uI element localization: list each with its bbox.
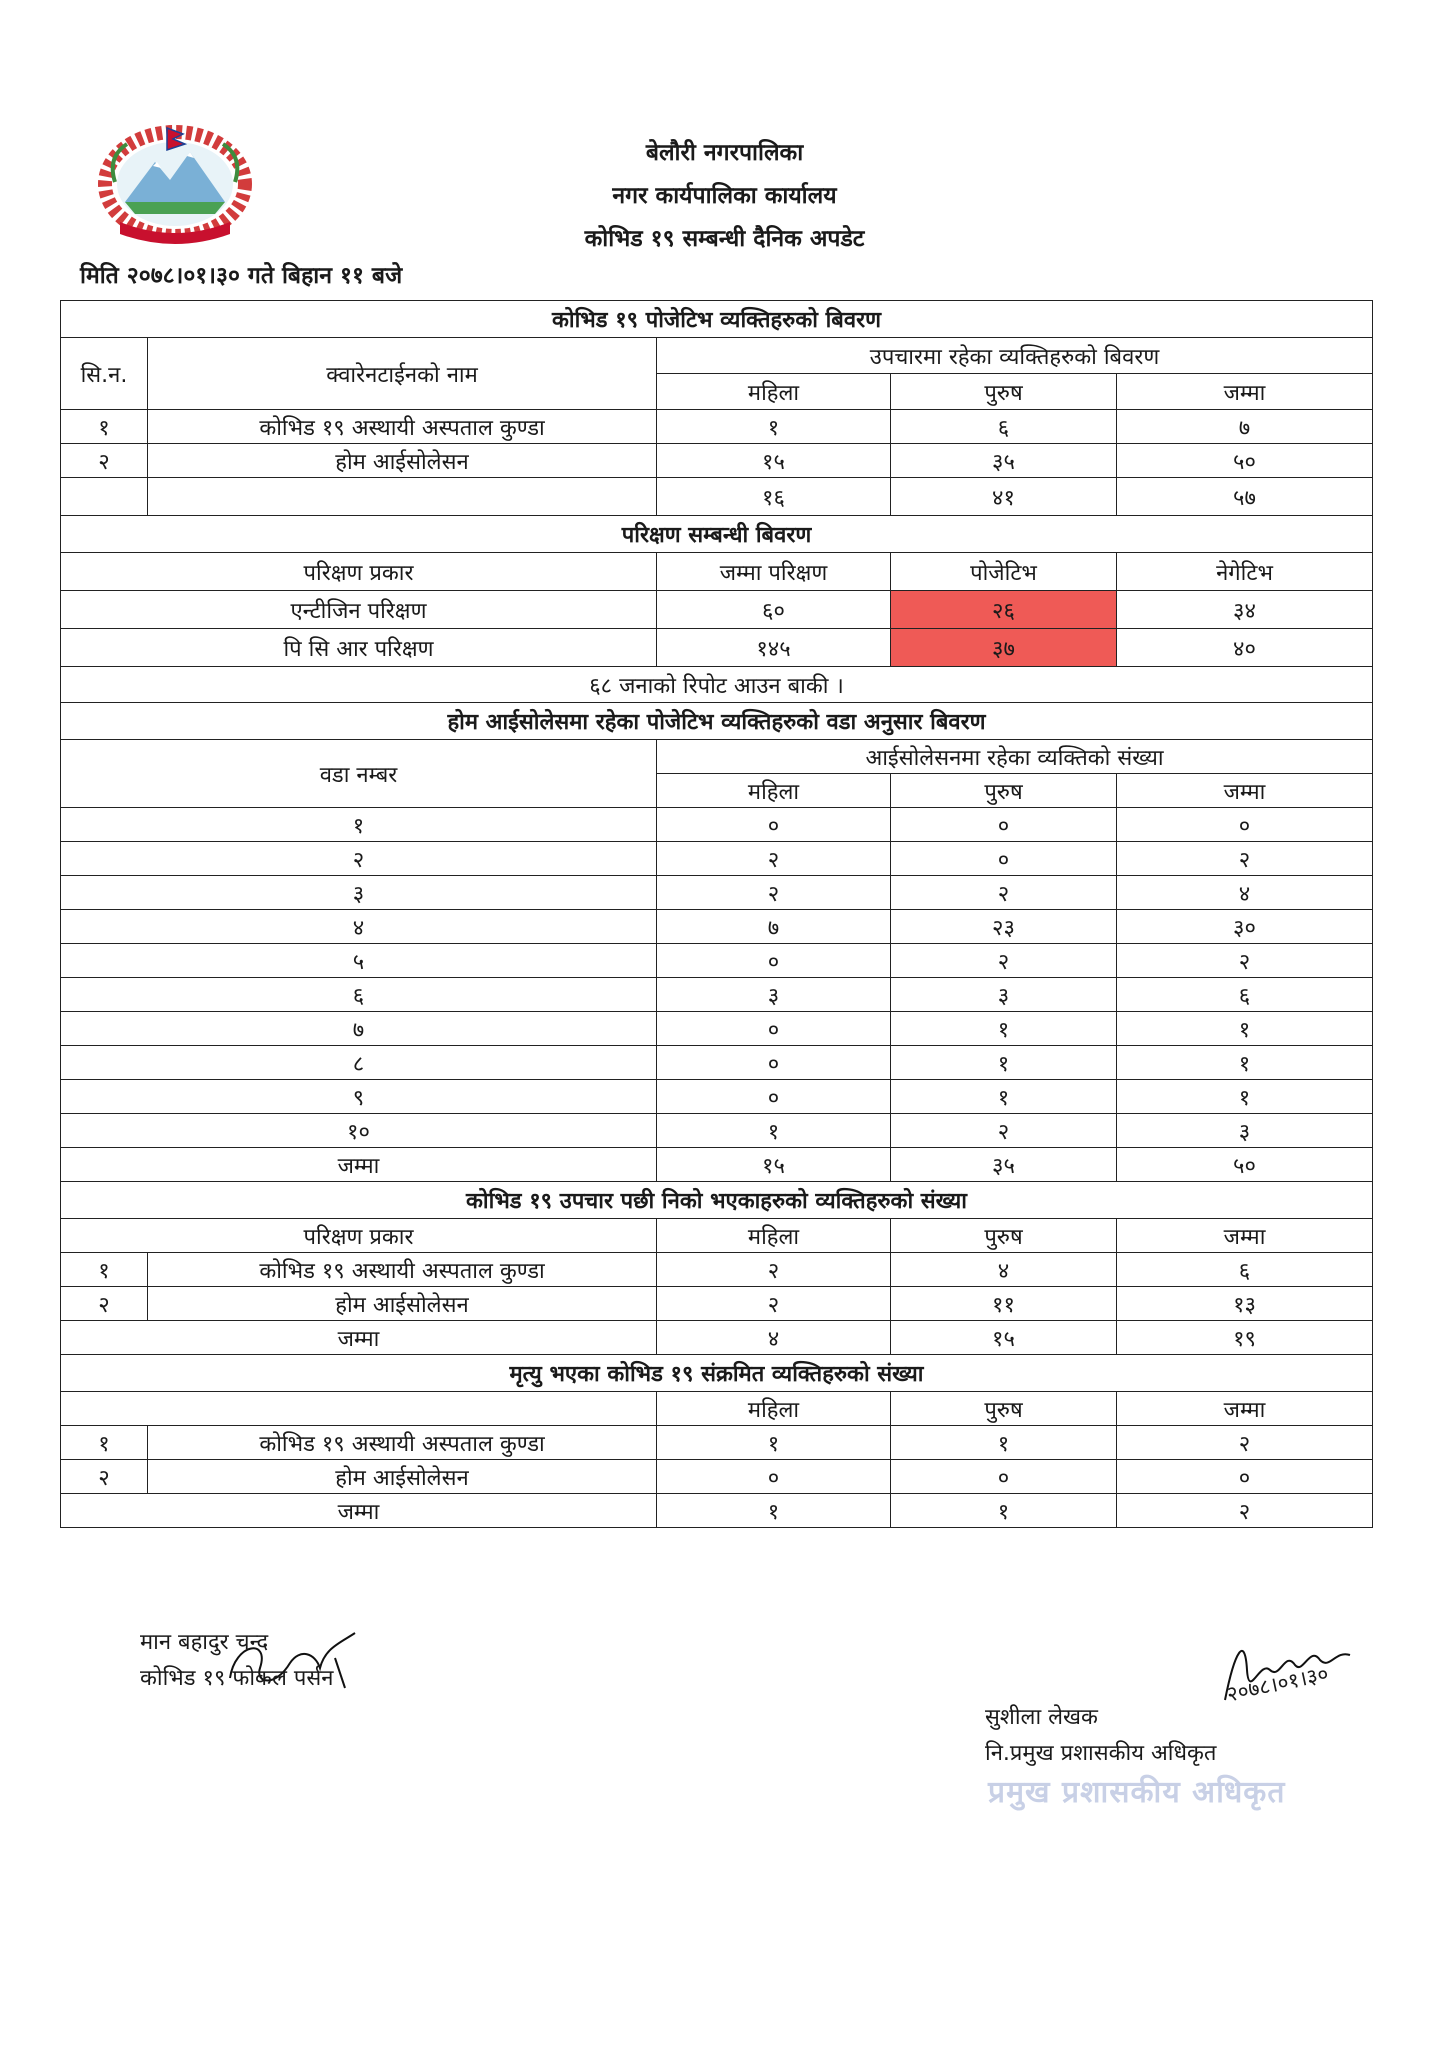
table-row (61, 591, 1373, 629)
signature-block-left (140, 1625, 333, 1697)
cell-female: ३ (657, 978, 891, 1012)
table-row (61, 1287, 1373, 1321)
col-name-header: क्वारेनटाईनको नाम (148, 338, 657, 410)
cell-female: १ (657, 1114, 891, 1148)
total-label: जम्मा (61, 1148, 657, 1182)
cell-male: १ (891, 1494, 1117, 1528)
cell-female: ० (657, 944, 891, 978)
positive-table (60, 300, 1373, 516)
col-total-header: जम्मा (1117, 774, 1373, 808)
table-row (61, 944, 1373, 978)
cell-male: १ (891, 1012, 1117, 1046)
table-row (61, 410, 1373, 444)
table-row (61, 876, 1373, 910)
empty-cell (61, 478, 148, 516)
col-type-header: परिक्षण प्रकार (61, 553, 657, 591)
cell-male: २ (891, 944, 1117, 978)
section-title: परिक्षण सम्बन्धी बिवरण (61, 516, 1373, 553)
cell-total: ७ (1117, 410, 1373, 444)
cell-ward: ६ (61, 978, 657, 1012)
cell-total: १३ (1117, 1287, 1373, 1321)
cell-name: कोभिड १९ अस्थायी अस्पताल कुण्डा (148, 1253, 657, 1287)
cell-female: ० (657, 1460, 891, 1494)
cell-male: ११ (891, 1287, 1117, 1321)
cell-female: १५ (657, 444, 891, 478)
col-negative-header: नेगेटिभ (1117, 553, 1373, 591)
total-row (61, 478, 1373, 516)
cell-total: ३० (1117, 910, 1373, 944)
table-row (61, 1080, 1373, 1114)
cell-sn: १ (61, 410, 148, 444)
date-line: मिति २०७८।०१।३० गते बिहान ११ बजे (80, 263, 403, 289)
cell-male: ० (891, 808, 1117, 842)
cell-sn: १ (61, 1253, 148, 1287)
col-type-header: परिक्षण प्रकार (61, 1219, 657, 1253)
table-row (61, 1114, 1373, 1148)
col-group-header: आईसोलेसनमा रहेका व्यक्तिको संख्या (657, 740, 1373, 774)
cell-name: कोभिड १९ अस्थायी अस्पताल कुण्डा (148, 410, 657, 444)
section-title: मृत्यु भएका कोभिड १९ संक्रमित व्यक्तिहरुको संख्या (61, 1355, 1373, 1392)
cell-total: २ (1117, 1494, 1373, 1528)
cell-total: ३ (1117, 1114, 1373, 1148)
cell-female: ० (657, 808, 891, 842)
cell-female: १ (657, 1494, 891, 1528)
col-male-header: पुरुष (891, 374, 1117, 410)
recovered-table (60, 1181, 1373, 1355)
cell-total: १९ (1117, 1321, 1373, 1355)
col-female-header: महिला (657, 774, 891, 808)
official-stamp: प्रमुख प्रशासकीय अधिकृत (988, 1775, 1286, 1810)
signature-block-right (985, 1700, 1216, 1772)
cell-name: होम आईसोलेसन (148, 1287, 657, 1321)
handwritten-date: २०७८।०१।३० (1224, 1661, 1331, 1707)
col-male-header: पुरुष (891, 1392, 1117, 1426)
cell-total: ६ (1117, 1253, 1373, 1287)
col-total-header: जम्मा (1117, 374, 1373, 410)
total-row (61, 1148, 1373, 1182)
deaths-table (60, 1354, 1373, 1528)
ward-table (60, 702, 1373, 1182)
table-row (61, 842, 1373, 876)
cell-male: १ (891, 1080, 1117, 1114)
cell-total: १४५ (657, 629, 891, 667)
cell-ward: ४ (61, 910, 657, 944)
cell-male: ३ (891, 978, 1117, 1012)
report-tables (60, 300, 1372, 1528)
table-row (61, 1253, 1373, 1287)
cell-type: पि सि आर परिक्षण (61, 629, 657, 667)
section-title: कोभिड १९ उपचार पछी निको भएकाहरुको व्यक्तिहरुको संख्या (61, 1182, 1373, 1219)
office-subtitle: नगर कार्यपालिका कार्यालय (612, 183, 837, 209)
section-title: होम आईसोलेसमा रहेका पोजेटिभ व्यक्तिहरुको वडा अनुसार बिवरण (61, 703, 1373, 740)
cell-male: ४१ (891, 478, 1117, 516)
col-female-header: महिला (657, 1219, 891, 1253)
cell-male: ० (891, 1460, 1117, 1494)
cell-sn: २ (61, 1287, 148, 1321)
col-sn-header: सि.न. (61, 338, 148, 410)
cell-ward: १ (61, 808, 657, 842)
col-total-header: जम्मा परिक्षण (657, 553, 891, 591)
signatory-name-right: सुशीला लेखक (985, 1705, 1098, 1730)
table-row (61, 978, 1373, 1012)
document-title: कोभिड १९ सम्बन्धी दैनिक अपडेट (584, 226, 865, 252)
cell-female: २ (657, 1253, 891, 1287)
col-total-header: जम्मा (1117, 1219, 1373, 1253)
cell-female: १ (657, 1426, 891, 1460)
table-row (61, 444, 1373, 478)
cell-female: १५ (657, 1148, 891, 1182)
cell-female: १ (657, 410, 891, 444)
cell-female: ० (657, 1012, 891, 1046)
col-positive-header: पोजेटिभ (891, 553, 1117, 591)
cell-ward: २ (61, 842, 657, 876)
cell-name: होम आईसोलेसन (148, 1460, 657, 1494)
cell-total: २ (1117, 1426, 1373, 1460)
empty-cell (148, 478, 657, 516)
cell-total: ६ (1117, 978, 1373, 1012)
total-label: जम्मा (61, 1494, 657, 1528)
cell-name: कोभिड १९ अस्थायी अस्पताल कुण्डा (148, 1426, 657, 1460)
table-row (61, 910, 1373, 944)
col-female-header: महिला (657, 374, 891, 410)
cell-male: ३५ (891, 444, 1117, 478)
cell-total: ६० (657, 591, 891, 629)
cell-male: १ (891, 1046, 1117, 1080)
cell-sn: २ (61, 444, 148, 478)
cell-total: ० (1117, 808, 1373, 842)
col-male-header: पुरुष (891, 774, 1117, 808)
cell-male: ३५ (891, 1148, 1117, 1182)
table-row (61, 1046, 1373, 1080)
col-female-header: महिला (657, 1392, 891, 1426)
cell-female: २ (657, 1287, 891, 1321)
signatory-role-right: नि.प्रमुख प्रशासकीय अधिकृत (985, 1741, 1217, 1766)
table-row (61, 808, 1373, 842)
cell-ward: ९ (61, 1080, 657, 1114)
cell-type: एन्टीजिन परिक्षण (61, 591, 657, 629)
total-label: जम्मा (61, 1321, 657, 1355)
cell-total: १ (1117, 1080, 1373, 1114)
cell-total: ० (1117, 1460, 1373, 1494)
empty-cell (61, 1392, 657, 1426)
cell-female: ० (657, 1080, 891, 1114)
total-row (61, 1494, 1373, 1528)
cell-sn: २ (61, 1460, 148, 1494)
cell-female: २ (657, 842, 891, 876)
cell-male: २ (891, 1114, 1117, 1148)
cell-total: ५० (1117, 444, 1373, 478)
table-row (61, 1460, 1373, 1494)
cell-ward: ८ (61, 1046, 657, 1080)
cell-male: ६ (891, 410, 1117, 444)
cell-female: २ (657, 876, 891, 910)
cell-ward: ३ (61, 876, 657, 910)
office-name: बेलौरी नगरपालिका (645, 140, 804, 166)
cell-negative: ३४ (1117, 591, 1373, 629)
col-group-header: उपचारमा रहेका व्यक्तिहरुको बिवरण (657, 338, 1373, 374)
col-ward-header: वडा नम्बर (61, 740, 657, 808)
cell-ward: ५ (61, 944, 657, 978)
cell-total: ५७ (1117, 478, 1373, 516)
cell-female: ० (657, 1046, 891, 1080)
section-title: कोभिड १९ पोजेटिभ व्यक्तिहरुको बिवरण (61, 301, 1373, 338)
cell-male: १ (891, 1426, 1117, 1460)
cell-total: १ (1117, 1046, 1373, 1080)
col-male-header: पुरुष (891, 1219, 1117, 1253)
cell-positive: ३७ (891, 629, 1117, 667)
cell-total: २ (1117, 842, 1373, 876)
cell-male: २ (891, 876, 1117, 910)
cell-total: २ (1117, 944, 1373, 978)
testing-table (60, 515, 1373, 703)
cell-total: १ (1117, 1012, 1373, 1046)
col-total-header: जम्मा (1117, 1392, 1373, 1426)
cell-female: ७ (657, 910, 891, 944)
cell-female: ४ (657, 1321, 891, 1355)
cell-male: ४ (891, 1253, 1117, 1287)
cell-ward: ७ (61, 1012, 657, 1046)
cell-male: १५ (891, 1321, 1117, 1355)
total-row (61, 1321, 1373, 1355)
table-row (61, 629, 1373, 667)
table-row (61, 1012, 1373, 1046)
cell-negative: ४० (1117, 629, 1373, 667)
pending-report-note: ६८ जनाको रिपोट आउन बाकी । (61, 667, 1373, 703)
cell-ward: १० (61, 1114, 657, 1148)
cell-sn: १ (61, 1426, 148, 1460)
signatory-name-left: मान बहादुर चन्द (140, 1630, 269, 1655)
cell-female: १६ (657, 478, 891, 516)
cell-male: ० (891, 842, 1117, 876)
cell-total: ४ (1117, 876, 1373, 910)
cell-total: ५० (1117, 1148, 1373, 1182)
table-row (61, 1426, 1373, 1460)
cell-positive: २६ (891, 591, 1117, 629)
cell-name: होम आईसोलेसन (148, 444, 657, 478)
signatory-role-left: कोभिड १९ फोकल पर्सन (140, 1666, 334, 1691)
cell-male: २३ (891, 910, 1117, 944)
